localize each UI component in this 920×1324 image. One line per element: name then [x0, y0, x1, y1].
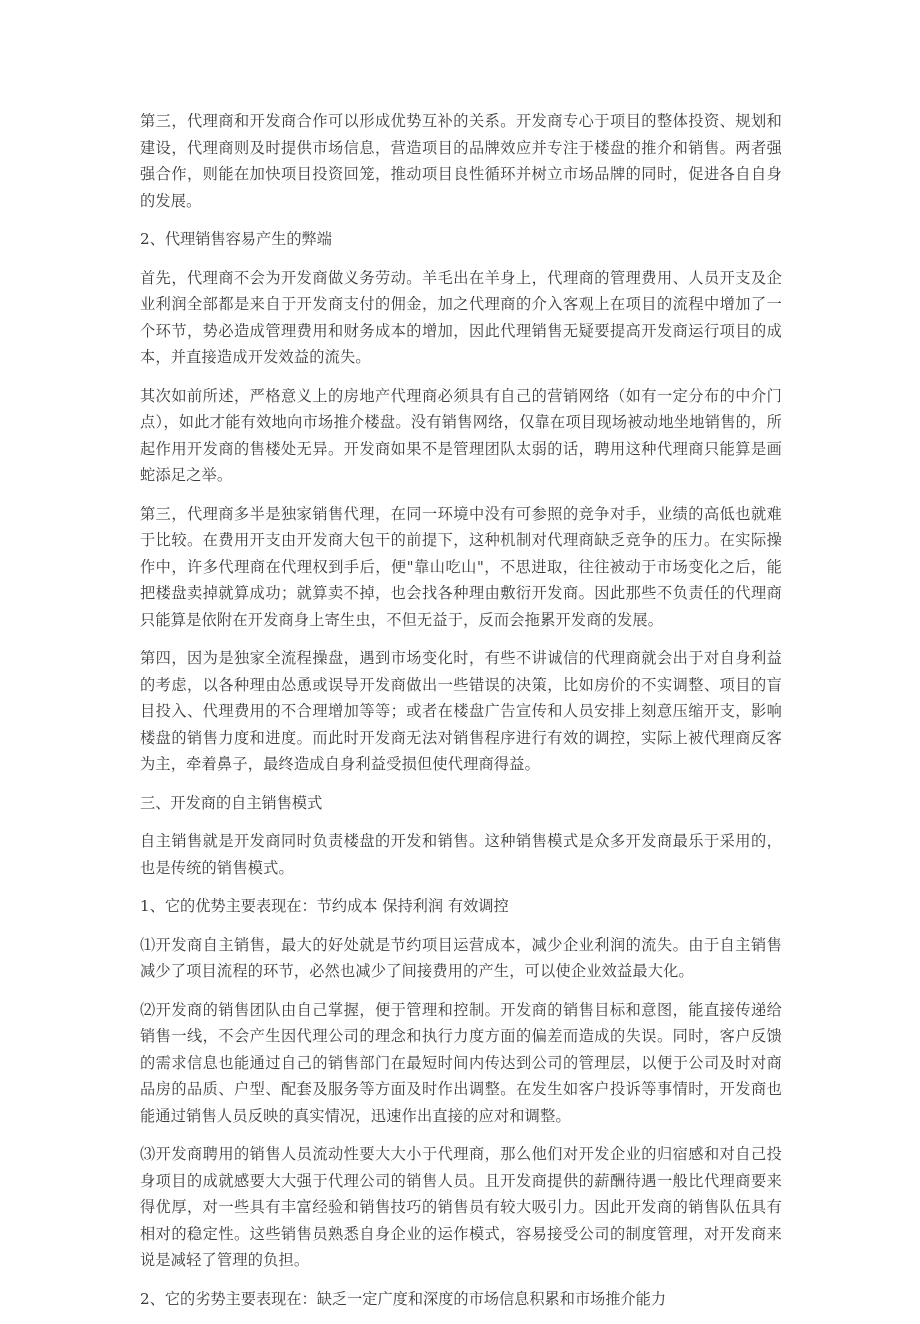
paragraph: 首先，代理商不会为开发商做义务劳动。羊毛出在羊身上，代理商的管理费用、人员开支及企业利润全部都是来自于开发商支付的佣金，加之代理商的介入客观上在项目的流程中增加了一个环节，势必造成管理费用和财务成本的增加，因此代理销售无疑要提高开发商运行项目的成本，并直接造成开发效益的流失。 — [140, 268, 782, 366]
paragraph: 自主销售就是开发商同时负责楼盘的开发和销售。这种销售模式是众多开发商最乐于采用的，也是传统的销售模式。 — [140, 832, 782, 877]
section-heading: 2、代理销售容易产生的弊端 — [140, 230, 332, 248]
paragraph: 第三，代理商和开发商合作可以形成优势互补的关系。开发商专心于项目的整体投资、规划和建设，代理商则及时提供市场信息，营造项目的品牌效应并专注于楼盘的推介和销售。两者强强合作，则能在加快项目投资回笼，推动项目良性循环并树立市场品牌的同时，促进各自自身的发展。 — [140, 112, 782, 210]
section-heading: 2、它的劣势主要表现在：缺乏一定广度和深度的市场信息积累和市场推介能力 — [140, 1289, 667, 1308]
paragraph: ⑴开发商自主销售，最大的好处就是节约项目运营成本，减少企业利润的流失。由于自主销售减少了项目流程的环节，必然也减少了间接费用的产生，可以使企业效益最大化。 — [140, 935, 782, 980]
document-body — [140, 108, 782, 1324]
paragraph: 第三，代理商多半是独家销售代理，在同一环境中没有可参照的竞争对手，业绩的高低也就难于比较。在费用开支由开发商大包干的前提下，这种机制对代理商缺乏竞争的压力。在实际操作中，许多代理商在代理权到手后，便"靠山吃山"，不思进取，往往被动于市场变化之后，能把楼盘卖掉就算成功；就算卖不掉，也会找各种理由敷衍开发商。因此那些不负责任的代理商只能算是依附在开发商身上寄生虫，不但无益于，反而会拖累开发商的发展。 — [140, 504, 782, 629]
paragraph: 其次如前所述，严格意义上的房地产代理商必须具有自己的营销网络（如有一定分布的中介门点），如此才能有效地向市场推介楼盘。没有销售网络，仅靠在项目现场被动地坐地销售的，所起作用开发商的售楼处无异。开发商如果不是管理团队太弱的话，聘用这种代理商只能算是画蛇添足之举。 — [140, 386, 782, 484]
section-heading: 三、开发商的自主销售模式 — [140, 793, 323, 812]
paragraph: 第四，因为是独家全流程操盘，遇到市场变化时，有些不讲诚信的代理商就会出于对自身利益的考虑，以各种理由怂恿或误导开发商做出一些错误的决策，比如房价的不实调整、项目的盲目投入、代理费用的不合理增加等等；或者在楼盘广告宣传和人员安排上刻意压缩开支，影响楼盘的销售力度和进度。而此时开发商无法对销售程序进行有效的调控，实际上被代理商反客为主，牵着鼻子，最终造成自身利益受损但使代理商得益。 — [140, 649, 782, 773]
paragraph: ⑵开发商的销售团队由自己掌握，便于管理和控制。开发商的销售目标和意图，能直接传递给销售一线，不会产生因代理公司的理念和执行力度方面的偏差而造成的失误。同时，客户反馈的需求信息也能通过自己的销售部门在最短时间内传达到公司的管理层，以便于公司及时对商品房的品质、户型、配套及服务等方面及时作出调整。在发生如客户投诉等事情时，开发商也能通过销售人员反映的真实情况，迅速作出直接的应对和调整。 — [140, 1000, 782, 1125]
section-heading: 1、它的优势主要表现在：节约成本 保持利润 有效调控 — [140, 897, 509, 915]
paragraph: ⑶开发商聘用的销售人员流动性要大大小于代理商，那么他们对开发企业的归宿感和对自己投身项目的成就感要大大强于代理公司的销售人员。且开发商提供的薪酬待遇一般比代理商要来得优厚，对一些具有丰富经验和销售技巧的销售员有较大吸引力。因此开发商的销售队伍具有相对的稳定性。这些销售员熟悉自身企业的运作模式，容易接受公司的制度管理，对开发商来说是减轻了管理的负担。 — [140, 1145, 782, 1269]
